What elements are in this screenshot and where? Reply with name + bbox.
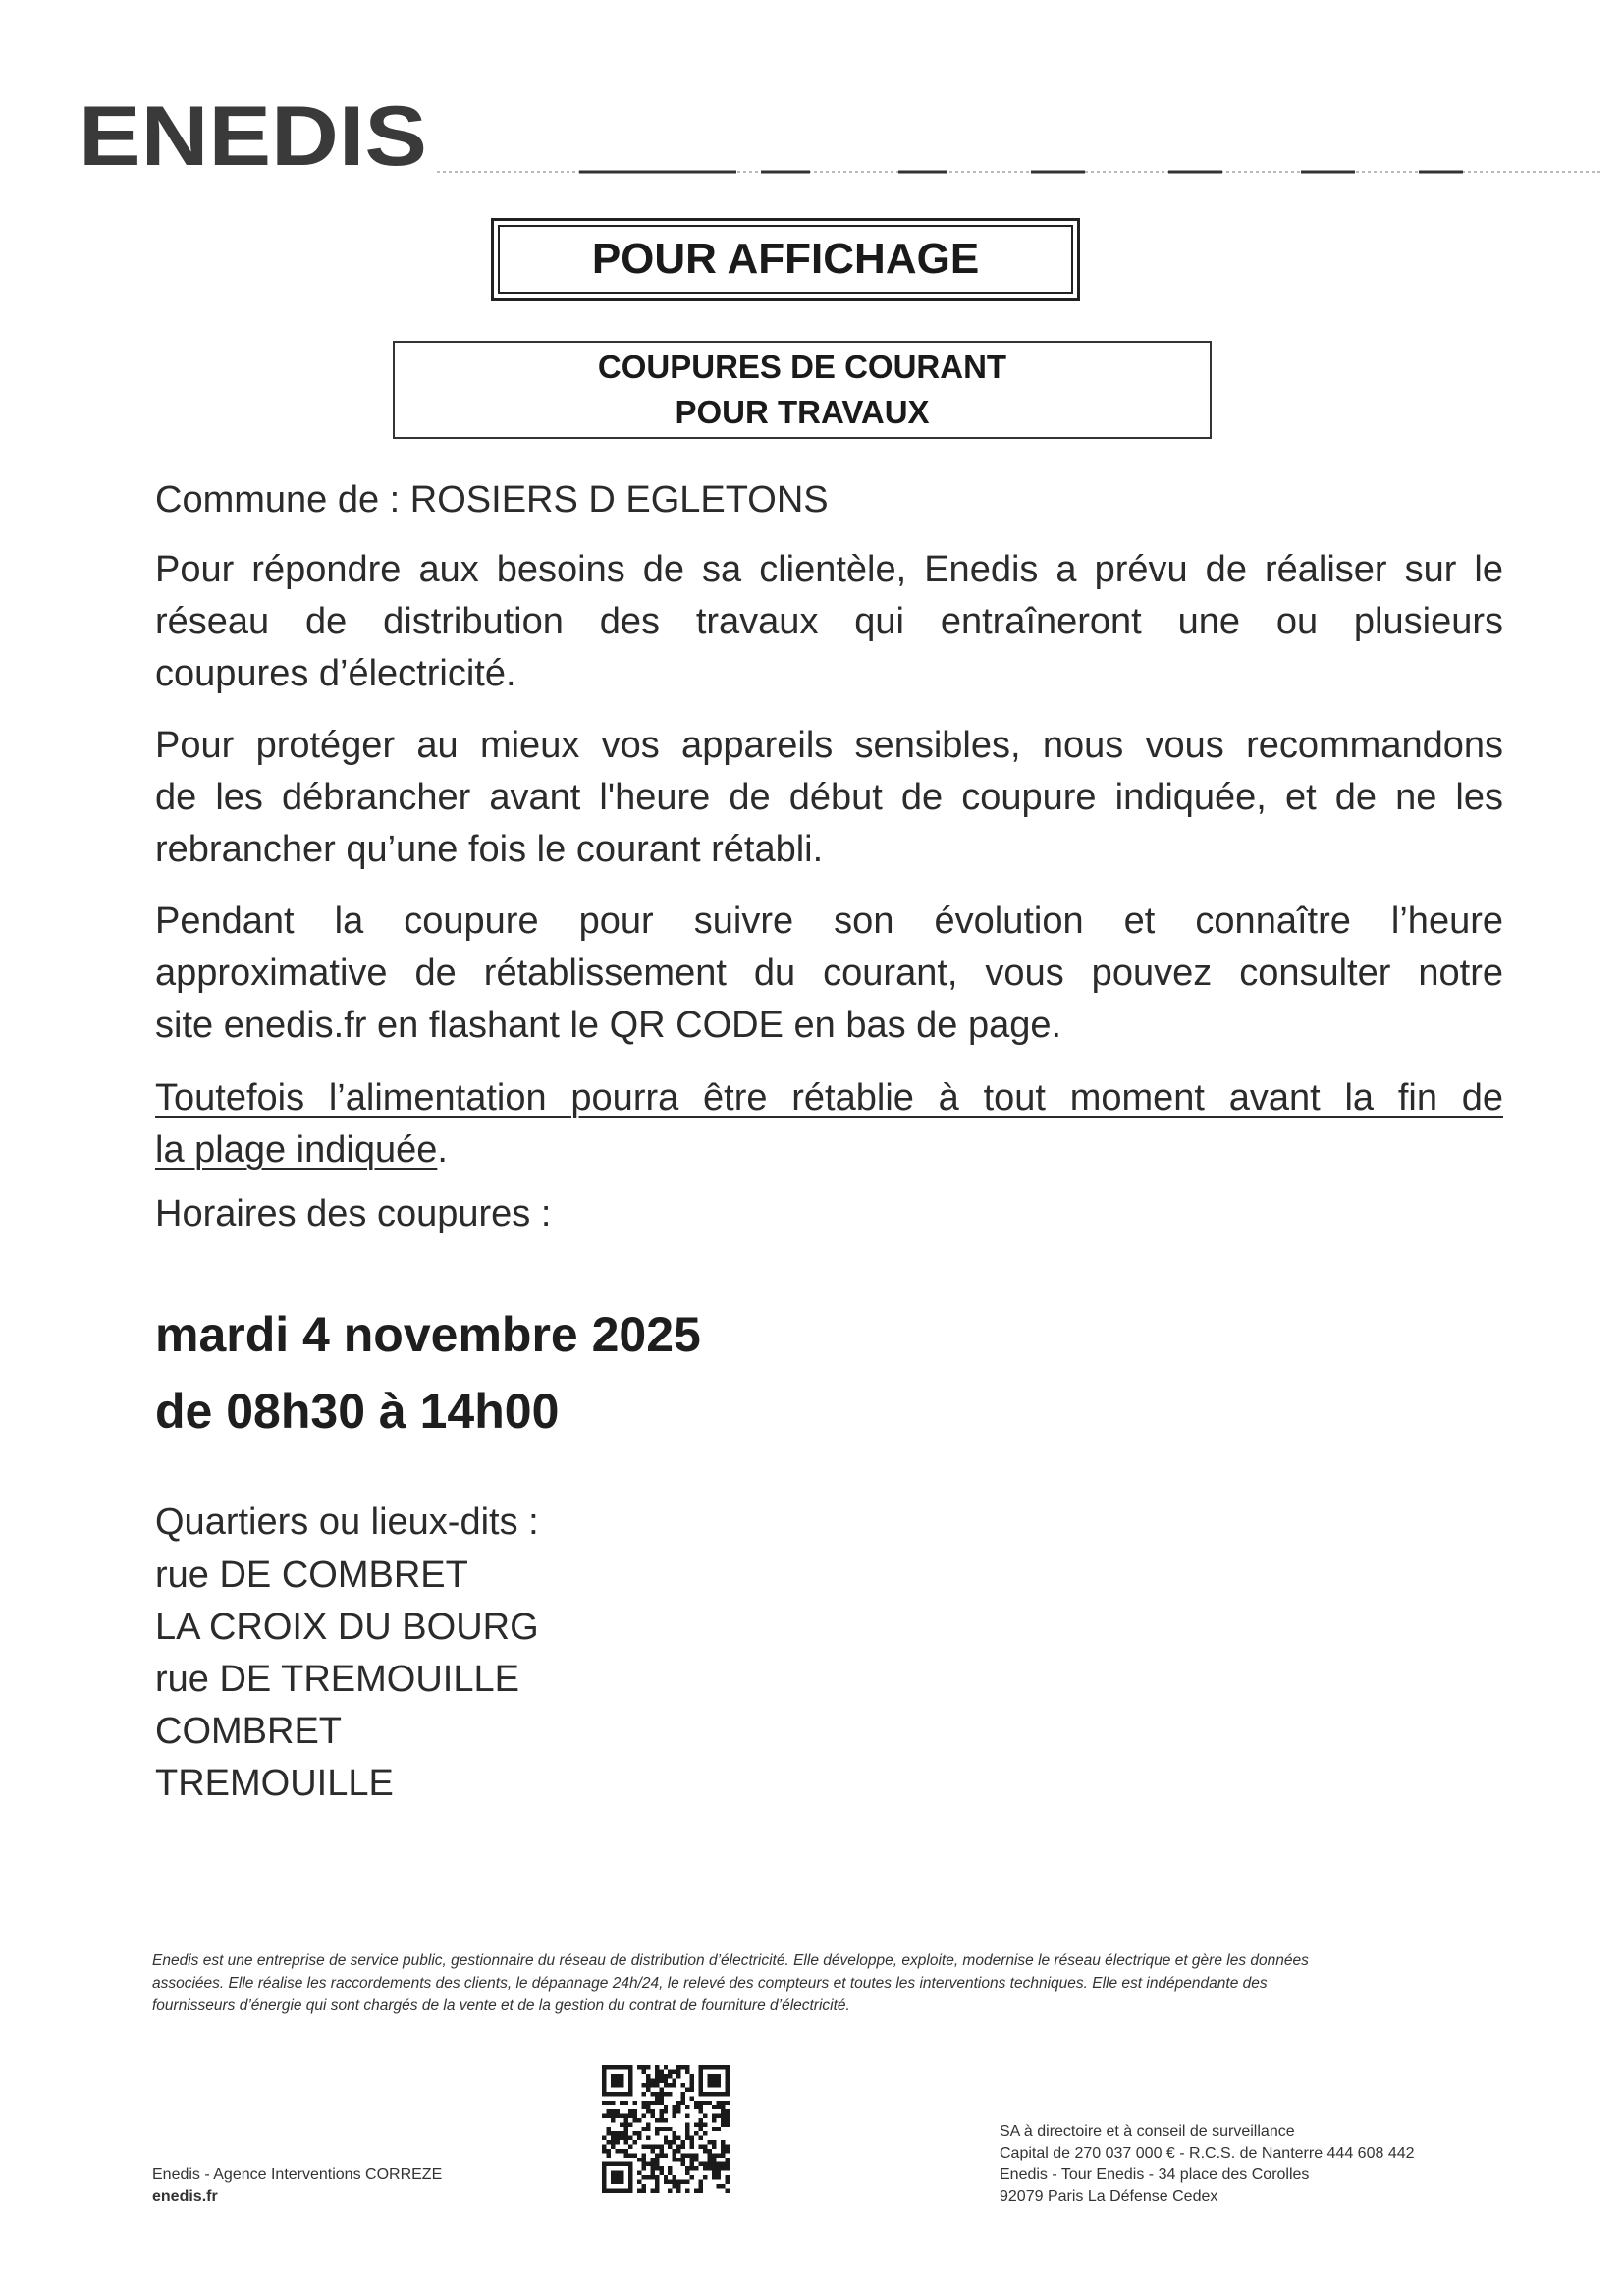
description-line: Enedis est une entreprise de service public, gestionnaire du réseau de distribution d’électricité. Elle développe, exploite, modernise le réseau électrique et gère les données — [152, 1952, 1309, 1969]
notice-end: . — [437, 1129, 448, 1171]
paragraph-line: site enedis.fr en flashant le QR CODE en bas de page. — [155, 1005, 1062, 1046]
qr-code[interactable] — [602, 2065, 730, 2193]
restoration-notice — [155, 1072, 1503, 1176]
commune-line: Commune de : ROSIERS D EGLETONS — [155, 479, 829, 520]
paragraph-protect — [155, 720, 1503, 876]
company-description — [152, 1949, 1468, 2017]
footer-agency-block — [152, 2164, 442, 2208]
header-rule — [437, 167, 1600, 177]
location-item: LA CROIX DU BOURG — [155, 1607, 539, 1648]
paragraph-line: Pour répondre aux besoins de sa clientèle, Enedis a prévu de réaliser sur le — [155, 549, 1503, 590]
location-item: TREMOUILLE — [155, 1763, 394, 1804]
enedis-logo — [79, 94, 432, 183]
subtitle-line-1: COUPURES DE COURANT — [597, 349, 1007, 385]
outage-date: mardi 4 novembre 2025 — [155, 1307, 701, 1362]
display-title: POUR AFFICHAGE — [498, 225, 1073, 294]
subtitle-box — [393, 341, 1212, 439]
paragraph-followup — [155, 896, 1503, 1052]
paragraph-line: réseau de distribution des travaux qui entraîneront une ou plusieurs — [155, 601, 1503, 642]
legal-line: SA à directoire et à conseil de surveillance — [1000, 2123, 1295, 2140]
location-item: rue DE TREMOUILLE — [155, 1659, 519, 1700]
legal-line: Enedis - Tour Enedis - 34 place des Corolles — [1000, 2166, 1310, 2183]
subtitle-line-2: POUR TRAVAUX — [675, 394, 930, 430]
legal-info — [1000, 2121, 1415, 2208]
paragraph-line: Pendant la coupure pour suivre son évolution et connaître l’heure — [155, 901, 1503, 942]
outage-time: de 08h30 à 14h00 — [155, 1384, 560, 1439]
legal-line: 92079 Paris La Défense Cedex — [1000, 2188, 1218, 2205]
notice-underlined: la plage indiquée — [155, 1129, 438, 1171]
notice-line: Toutefois l’alimentation pourra être rétablie à tout moment avant la fin de — [155, 1077, 1503, 1119]
website-link[interactable]: enedis.fr — [152, 2188, 218, 2205]
paragraph-needs — [155, 544, 1503, 700]
paragraph-line: de les débrancher avant l'heure de début de coupure indiquée, et de ne les — [155, 777, 1503, 818]
locations-list — [155, 1550, 1503, 1810]
agency-name: Enedis - Agence Interventions CORREZE — [152, 2166, 443, 2183]
paragraph-line: approximative de rétablissement du courant, vous pouvez consulter notre — [155, 953, 1503, 994]
description-line: fournisseurs d’énergie qui sont chargés de la vente et de la gestion du contrat de fourniture d’électricité. — [152, 1997, 850, 2014]
paragraph-line: coupures d’électricité. — [155, 653, 516, 694]
paragraph-line: rebrancher qu’une fois le courant rétabli. — [155, 829, 824, 870]
location-item: rue DE COMBRET — [155, 1555, 468, 1596]
legal-line: Capital de 270 037 000 € - R.C.S. de Nanterre 444 608 442 — [1000, 2145, 1415, 2161]
location-item: COMBRET — [155, 1711, 342, 1752]
schedule-label: Horaires des coupures : — [155, 1193, 552, 1234]
paragraph-line: Pour protéger au mieux vos appareils sensibles, nous vous recommandons — [155, 725, 1503, 766]
locations-label: Quartiers ou lieux-dits : — [155, 1502, 539, 1543]
svg-text:ENEDIS: ENEDIS — [79, 94, 428, 183]
display-title-box — [491, 218, 1080, 301]
description-line: associées. Elle réalise les raccordements des clients, le dépannage 24h/24, le relevé des compteurs et toutes les interventions techniques. Elle est indépendante des — [152, 1975, 1268, 1992]
